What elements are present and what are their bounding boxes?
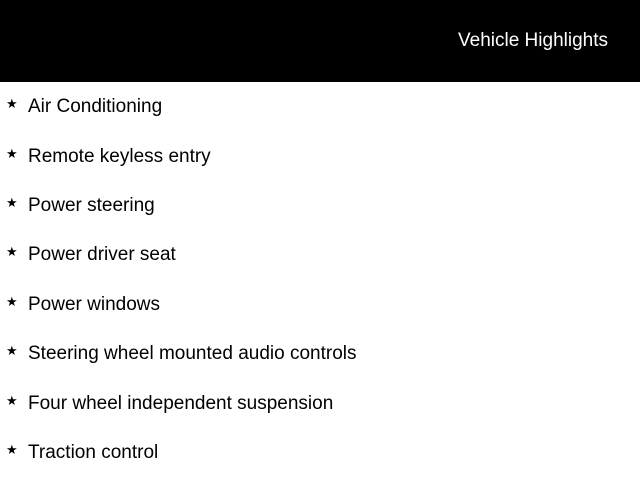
feature-item	[0, 244, 640, 268]
feature-item	[0, 96, 640, 120]
header-bar	[0, 0, 640, 82]
star-icon: ★	[6, 147, 18, 162]
feature-item	[0, 195, 640, 219]
feature-label: Traction control	[28, 442, 159, 463]
feature-label: Power steering	[28, 195, 155, 216]
page-title: Vehicle Highlights	[458, 30, 608, 51]
star-icon: ★	[6, 196, 18, 211]
star-icon: ★	[6, 245, 18, 260]
feature-label: Power driver seat	[28, 244, 176, 265]
star-icon: ★	[6, 344, 18, 359]
star-icon: ★	[6, 295, 18, 310]
star-icon: ★	[6, 97, 18, 112]
feature-item	[0, 343, 640, 367]
feature-item	[0, 393, 640, 417]
feature-item	[0, 146, 640, 170]
star-icon: ★	[6, 443, 18, 458]
feature-label: Power windows	[28, 294, 160, 315]
feature-item	[0, 294, 640, 318]
star-icon: ★	[6, 394, 18, 409]
feature-label: Air Conditioning	[28, 96, 163, 117]
feature-item	[0, 442, 640, 466]
feature-label: Steering wheel mounted audio controls	[28, 343, 357, 364]
feature-label: Four wheel independent suspension	[28, 393, 334, 414]
feature-label: Remote keyless entry	[28, 146, 211, 167]
